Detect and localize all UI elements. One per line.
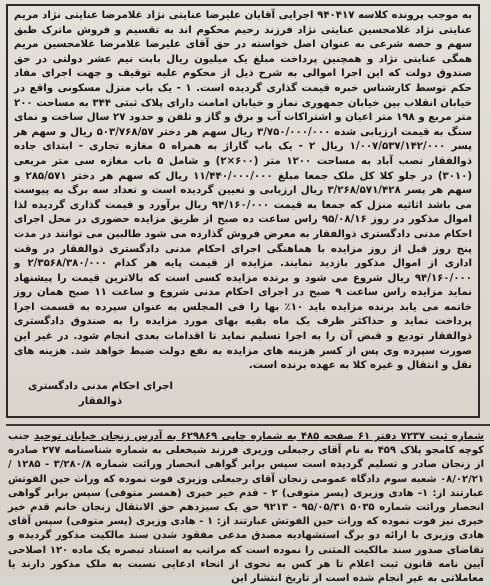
lost-deed-notice-body: جنب کوچه کامجو پلاک ۴۵۹ به نام آقای رجبعلی وزیری فرزند شیخعلی به شماره شناسنامه ۲۷۷ صادره از زنجان صادر و تسلیم گردیده است سپس برابر گواهی انحصار وراثت شماره ۳/۲۸۰/۸ - ۱۲۸۵ /۰۸/۰۲/۲۱ شعبه سوم دادگاه عمومی زنجان آقای رجبعلی وزیری فوت نموده که وراث حین الفوتش عبارتند از: ۱- هادی وزیری (پسر متوفی) ۲ - قدم خیر خیری (همسر متوفی) سپس برابر گواهی انحصار وراثت شماره ۵۰۳۵ ۹۵/۰۵/۳۱ - ۹۲۱۳ حق یک سیزدهم حق الانتقال زنجان خانم قدم خیر خیری نیز فوت نموده که وراث حین الفوتش عبارتند از: ۱ - هادی وزیری (پسر متوفی) سپس آقای هادی وزیری با ارائه دو برگ استشهادیه مصدق مدعی مفقود شدن سند مالکیت مذکور گردیده و تقاضای صدور سند مالکیت المثنی را نموده است که مراتب به استناد تبصره یک ماده ۱۲۰ اصلاحی آیین نامه قانون ثبت اعلام تا هر کس به نحوی از انحاء ادعایی نسبت به ملک مذکور دارند یا معاملاتی به غیر انجام شده است از تاریخ انتشار این — [8, 431, 485, 585]
lost-deed-notice-heading: شماره ثبت ۷۲۳۷ دفتر ۶۱ صفحه ۴۸۵ به شماره چاپی ۶۲۹۸۶۹ به آدرس زنجان خیابان توحید — [34, 431, 485, 442]
auction-notice-signature: اجرای احکام مدنی دادگستری ذوالفقار — [27, 381, 174, 407]
section-divider — [6, 424, 490, 426]
auction-notice — [6, 4, 480, 418]
auction-notice-body: به موجب پرونده کلاسه ۹۴۰۴۱۷ اجرایی آقایان علیرضا عنایتی نژاد غلامرضا عنایتی نژاد مریم عنایتی نژاد غلامحسین عنایتی نژاد فرزند رحیم محکوم اند به تقسیم و فروش ماترک طبق سهم و حصه شرعی به عنوان اصل خواسته در حق آقای علیرضا غلامرضا غلامحسین مریم همگی عنایتی نژاد و همچنین پرداخت مبلغ یک میلیون ریال بابت نیم عشر دولتی در حق صندوق دولت که این اجرا اموالی به شرح ذیل از محکوم علیه توقیف و جهت اجرای مفاد حکم توسط کارشناس خبره قیمت گذاری گردیده است. ۱ - یک باب منزل مسکونی واقع در خیابان انقلاب بین خیابان جمهوری نماز و خیابان امامت دارای پلاک ثبتی ۳۴۴ به مساحت ۲۰۰ متر مربع و ۱۹۸ متر اعیان و اشتراکات آب و برق و گاز و تلفن و حدود ۲۷ سال ساخت و نمای سنگ به قیمت ارزیابی شده ۳/۷۵۰/۰۰۰/۰۰۰ ریال سهم هر دختر ۵۰۳/۷۶۸/۵۷ ریال و سهم هر پسر ۱/۰۰۷/۵۳۷/۱۴۲/۰۰۰ ریال ۲ - یک باب گاراژ به همراه ۵ مغازه تجاری - ابتدای جاده ذوالفقار نصب آباد به مساحت ۱۲۰۰ متر (۶۰۰×۲) و شامل ۵ باب مغازه سی متر مربعی (۳۰۱۰) در جلو کلا کل ملک جمعا مبلغ ۱۱/۴۴۰/۰۰۰/۰۰۰ ریال که سهم هر دختر ۲۸۵/۵۷۱ و سهم هر پسر ۳/۲۶۸/۵۷۱/۴۲۸ ریال ارزیابی و تعیین گردیده است و تعداد سه برگ به پیوست می باشد اثاثیه منزل که جمعا به قیمت ۹۴/۱۶۰/۰۰۰ ریال برآورد و قیمت گذاری گردیده لذا اموال مذکور در روز ۹۵/۰۸/۱۶ راس ساعت ده صبح از طریق مزایده حضوری در محل اجرای احکام مدنی دادگستری ذوالفقار به معرض فروش گذارده می شود طالبین می توانند در مدت پنج روز قبل از روز مزایده با هماهنگی اجرای احکام مدنی دادگستری ذوالفقار در وقت اداری از اموال مذکور بازدید نمایند. مزایده از قیمت پایه هر کدام ۲/۳۵۶۸/۳۸۰/۰۰۰ و ۹۴/۱۶۰/۰۰۰ ریال شروع می شود و برنده مزایده کسی است که بالاترین قیمت را پیشنهاد نماید مزایده راس ساعت ۹ صبح در اجرای احکام مدنی شروع و ساعت ۱۱ صبح همان روز خاتمه می یابد برنده مزایده باید ۱۰٪ بها را فی المجلس به عنوان سپرده به قسمت اجرا پرداخت نماید و حداکثر ظرف یک ماه بقیه بهای مورد مزایده را به صندوق دادگستری ذوالفقار تودیع و قبض آن را به اجرا تسلیم نماید تا اقدامات بعدی انجام شود. در غیر این صورت سپرده وی پس از کسر هزینه های مزایده به نفع دولت ضبط خواهد شد. هزینه های نقل و انتقال و غیره کلا به عهده برنده است. — [14, 10, 473, 372]
lost-deed-notice — [4, 430, 488, 585]
